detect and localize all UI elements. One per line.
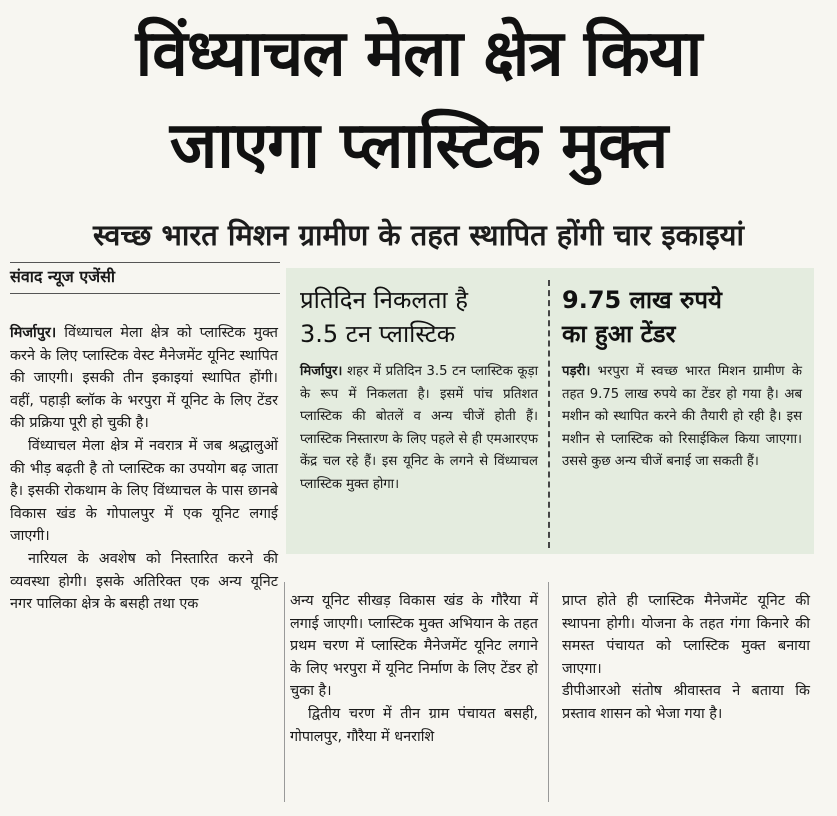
col2-paragraph-2: द्वितीय चरण में तीन ग्राम पंचायत बसही, गोपालपुर, गौरैया में धनराशि bbox=[290, 705, 538, 745]
box2-title-1: 9.75 लाख रुपये bbox=[562, 286, 722, 314]
box2-text: भरपुरा में स्वच्छ भारत मिशन ग्रामीण के तहत 9.75 लाख रुपये का टेंडर हो गया है। अब मशीन को स्थापित करने की तैयारी हो रही है। इस मशीन से प्लास्टिक को रिसाईकिल किया जाएगा। उससे कुछ अन्य चीजें बनाई जा सकती हैं। bbox=[562, 364, 802, 469]
byline-bottom-rule bbox=[10, 293, 280, 294]
box1-body bbox=[300, 361, 538, 496]
dateline-mirzapur-box: मिर्जापुर। bbox=[300, 364, 343, 379]
column-1 bbox=[10, 322, 278, 616]
col3-paragraph-1: प्राप्त होते ही प्लास्टिक मैनेजमेंट यूनिट की स्थापना होगी। योजना के तहत गंगा किनारे की समस्त पंचायत को प्लास्टिक मुक्त बनाया जाएगा। bbox=[562, 593, 810, 677]
col1-paragraph-3: नारियल के अवशेष को निस्तारित करने की व्यवस्था होगी। इसके अतिरिक्त एक अन्य यूनिट नगर पालिका क्षेत्र के बसही तथा एक bbox=[10, 550, 278, 613]
box1-title-1: प्रतिदिन निकलता है bbox=[300, 286, 468, 314]
byline: संवाद न्यूज एजेंसी bbox=[10, 267, 116, 286]
box2-body bbox=[562, 361, 802, 474]
byline-top-rule bbox=[10, 262, 280, 263]
box1-text: शहर में प्रतिदिन 3.5 टन प्लास्टिक कूड़ा के रूप में निकलता है। इसमें पांच प्रतिशत प्लास्टिक की बोतलें व अन्य चीजें होती हैं। प्लास्टिक निस्तारण के लिए पहले से ही एमआरएफ केंद्र चल रहे हैं। इस यूनिट के लगने से विंध्याचल प्लास्टिक मुक्त होगा। bbox=[300, 364, 538, 492]
highlight-box-divider bbox=[548, 280, 550, 548]
column-2 bbox=[290, 590, 538, 748]
col2-paragraph-1: अन्य यूनिट सीखड़ विकास खंड के गौरैया में लगाई जाएगी। प्लास्टिक मुक्त अभियान के तहत प्रथम चरण में प्लास्टिक मैनेजमेंट यूनिट लगाने के लिए भरपुरा में यूनिट निर्माण के लिए टेंडर हो चुका है। bbox=[290, 593, 538, 700]
dateline-padri: पड़री। bbox=[562, 364, 591, 379]
box1-title-2: 3.5 टन प्लास्टिक bbox=[300, 320, 456, 348]
box2-title-2: का हुआ टेंडर bbox=[562, 320, 676, 348]
headline-line-2: जाएगा प्लास्टिक मुक्त bbox=[169, 109, 668, 183]
dateline-mirzapur: मिर्जापुर। bbox=[10, 325, 57, 341]
column-3 bbox=[562, 590, 810, 726]
col1-paragraph-1 bbox=[10, 322, 278, 435]
col1-text-1: विंध्याचल मेला क्षेत्र को प्लास्टिक मुक्त करने के लिए प्लास्टिक वेस्ट मैनेजमेंट यूनिट स्थापित की जाएगी। इसकी तीन इकाइयां स्थापित होंगी। वहीं, पहाड़ी ब्लॉक के भरपुरा में यूनिट के लिए टेंडर की प्रक्रिया पूरी हो चुकी है। bbox=[10, 325, 278, 432]
column-rule-2 bbox=[548, 582, 549, 802]
headline-line-1: विंध्याचल मेला क्षेत्र किया bbox=[135, 17, 702, 91]
col1-paragraph-2: विंध्याचल मेला क्षेत्र में नवरात्र में जब श्रद्धालुओं की भीड़ बढ़ती है तो प्लास्टिक का उपयोग बढ़ जाता है। इसकी रोकथाम के लिए विंध्याचल के पास छानबे विकास खंड के गोपालपुर में एक यूनिट लगाई जाएगी। bbox=[10, 437, 278, 545]
col3-paragraph-2: डीपीआरओ संतोष श्रीवास्तव ने बताया कि प्रस्ताव शासन को भेजा गया है। bbox=[562, 683, 810, 722]
column-rule-1 bbox=[284, 582, 285, 802]
subheadline: स्वच्छ भारत मिशन ग्रामीण के तहत स्थापित होंगी चार इकाइयां bbox=[92, 218, 745, 252]
